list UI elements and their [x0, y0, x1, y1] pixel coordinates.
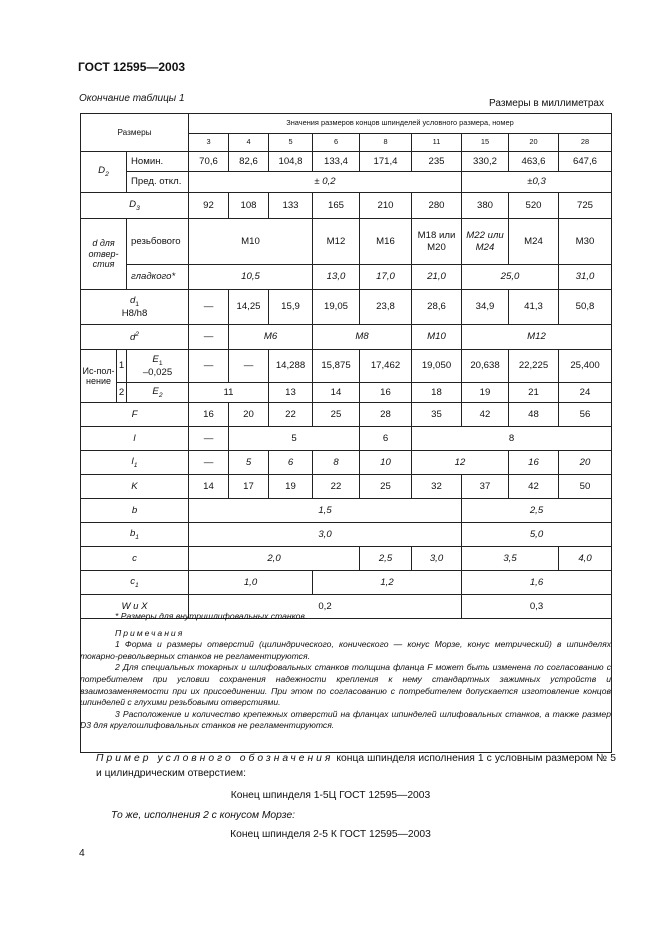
size-cell: 11 [412, 134, 462, 152]
value-cell: 15,9 [269, 290, 313, 325]
value-cell: 8 [412, 427, 612, 451]
symbol-wx: W и X [81, 595, 189, 619]
value-cell: 330,2 [462, 152, 509, 172]
value-cell: 50 [559, 475, 612, 499]
example-paragraph [96, 752, 616, 781]
label-threaded: резьбового [127, 219, 189, 265]
value-cell: 10,5 [189, 265, 313, 290]
size-cell: 15 [462, 134, 509, 152]
label-smooth: гладкого* [127, 265, 189, 290]
value-cell: 25,400 [559, 350, 612, 383]
table-row-b [81, 499, 612, 523]
value-cell: M30 [559, 219, 612, 265]
execution-number: 1 [117, 350, 127, 383]
value-cell: 133 [269, 193, 313, 219]
table-row-f [81, 403, 612, 427]
value-cell: 34,9 [462, 290, 509, 325]
value-cell: M6 [229, 325, 313, 350]
size-cell: 5 [269, 134, 313, 152]
value-cell: 14,25 [229, 290, 269, 325]
value-cell: 35 [412, 403, 462, 427]
size-cell: 28 [559, 134, 612, 152]
value-cell: 1,0 [189, 571, 313, 595]
value-cell: 5 [229, 451, 269, 475]
value-cell: M10 [412, 325, 462, 350]
value-cell: 520 [509, 193, 559, 219]
value-cell: 21 [509, 383, 559, 403]
value-cell: 48 [509, 403, 559, 427]
table-row-exec2 [81, 383, 612, 403]
symbol-l1: $l_1$ [81, 451, 189, 475]
table-row-d-smooth [81, 265, 612, 290]
size-cell: 20 [509, 134, 559, 152]
value-cell: 15,875 [313, 350, 360, 383]
value-cell: 25 [313, 403, 360, 427]
value-cell: 0,3 [462, 595, 612, 619]
table-row-d2-nom [81, 152, 612, 172]
example-spaced-title: Пример условного обозначения [96, 753, 334, 764]
value-cell: 725 [559, 193, 612, 219]
note-2: 2 Для специальных токарных и шлифовальных станков толщина фланца F может быть изменена по согласованию с потребителем при условии сохранения надежности крепления к нему стандартных зажимных устройств и взаимозаменяемости при их присоединении. При этом по согласованию с потребителем допускается изготовление концов шпинделей с глухими резьбовыми отверстиями. [80, 662, 611, 708]
value-cell: 6 [360, 427, 412, 451]
value-cell: 280 [412, 193, 462, 219]
value-cell: 20,638 [462, 350, 509, 383]
designation-1: Конец шпинделя 1-5Ц ГОСТ 12595—2003 [230, 790, 431, 801]
symbol-d2: $D_2$ [81, 152, 127, 193]
value-cell: 10 [360, 451, 412, 475]
symbol-e1: $E_1$ –0,025 [127, 350, 189, 383]
value-cell: 50,8 [559, 290, 612, 325]
value-cell: 17,462 [360, 350, 412, 383]
value-cell: 11 [189, 383, 269, 403]
table-row-d1 [81, 290, 612, 325]
example-text: конца шпинделя исполнения 1 с условным размером № 5 и цилиндрическим отверстием: [96, 753, 616, 779]
value-cell: 3,0 [412, 547, 462, 571]
value-cell: 380 [462, 193, 509, 219]
value-cell: 171,4 [360, 152, 412, 172]
value-cell: 37 [462, 475, 509, 499]
value-cell: 235 [412, 152, 462, 172]
value-cell: 25 [360, 475, 412, 499]
label-nominal: Номин. [127, 152, 189, 172]
footnote: * Размеры для внутришлифовальных станков. [115, 611, 308, 621]
value-cell: M12 [313, 219, 360, 265]
value-cell: 4,0 [559, 547, 612, 571]
value-cell: 647,6 [559, 152, 612, 172]
value-cell: 108 [229, 193, 269, 219]
value-cell: 133,4 [313, 152, 360, 172]
value-cell: 19,05 [313, 290, 360, 325]
table-row-d-thread [81, 219, 612, 265]
symbol-b: b [81, 499, 189, 523]
value-cell: 1,5 [189, 499, 462, 523]
symbol-f: F [81, 403, 189, 427]
designation-2: Конец шпинделя 2-5 К ГОСТ 12595—2003 [230, 829, 431, 840]
note-3: 3 Расположение и количество крепежных отверстий на фланцах шпинделей шлифовальных станков, а также размер D3 для круглошлифовальных станков не регламентируются. [80, 708, 611, 731]
value-cell: 13,0 [313, 265, 360, 290]
size-cell: 6 [313, 134, 360, 152]
table-row-l [81, 427, 612, 451]
size-cell: 8 [360, 134, 412, 152]
value-cell: 42 [509, 475, 559, 499]
document-header: ГОСТ 12595—2003 [78, 60, 186, 74]
value-cell: 70,6 [189, 152, 229, 172]
value-cell: ±0,3 [462, 172, 612, 193]
value-cell: 463,6 [509, 152, 559, 172]
value-cell: 16 [360, 383, 412, 403]
symbol-b1: $b_1$ [81, 523, 189, 547]
value-cell: 13 [269, 383, 313, 403]
value-cell: M12 [462, 325, 612, 350]
table-row-c [81, 547, 612, 571]
value-cell: — [189, 451, 229, 475]
value-cell: 14 [189, 475, 229, 499]
value-cell: ± 0,2 [189, 172, 462, 193]
value-cell: 17 [229, 475, 269, 499]
symbol-d-sup2: $d^2$ [81, 325, 189, 350]
value-cell: 31,0 [559, 265, 612, 290]
value-cell: 8 [313, 451, 360, 475]
header-values-title: Значения размеров концов шпинделей условного размера, номер [189, 114, 612, 134]
value-cell: 1,2 [313, 571, 462, 595]
value-cell: M24 [509, 219, 559, 265]
value-cell: M22 или M24 [462, 219, 509, 265]
value-cell: 12 [412, 451, 509, 475]
value-cell: 14,288 [269, 350, 313, 383]
value-cell: — [189, 290, 229, 325]
value-cell: 165 [313, 193, 360, 219]
header-param-cell: Размеры [81, 114, 189, 152]
symbol-c: c [81, 547, 189, 571]
value-cell: 42 [462, 403, 509, 427]
table-row-b1 [81, 523, 612, 547]
table-row-exec1 [81, 350, 612, 383]
notes-title: Примечания [115, 627, 185, 638]
note-1: 1 Форма и размеры отверстий (цилиндрического, конического — конус Морзе, конус метрический) в шпинделях токарно-револьверных станков не регламентируются. [80, 639, 611, 661]
value-cell: 0,2 [189, 595, 462, 619]
label-tolerance: Пред. откл. [127, 172, 189, 193]
value-cell: — [189, 325, 229, 350]
value-cell: 20 [229, 403, 269, 427]
value-cell: 210 [360, 193, 412, 219]
page-number: 4 [79, 848, 85, 859]
table-row-d2-tol [81, 172, 612, 193]
value-cell: — [189, 350, 229, 383]
value-cell: 22 [269, 403, 313, 427]
table-header-row [81, 114, 612, 134]
table-row-l1 [81, 451, 612, 475]
value-cell: 2,0 [189, 547, 360, 571]
value-cell: M18 или M20 [412, 219, 462, 265]
value-cell: M16 [360, 219, 412, 265]
value-cell: 6 [269, 451, 313, 475]
value-cell: — [189, 427, 229, 451]
value-cell: 3,0 [189, 523, 462, 547]
table-row-d3 [81, 193, 612, 219]
value-cell: M8 [313, 325, 412, 350]
value-cell: 41,3 [509, 290, 559, 325]
value-cell: 17,0 [360, 265, 412, 290]
value-cell: 3,5 [462, 547, 559, 571]
value-cell: 28 [360, 403, 412, 427]
value-cell: 20 [559, 451, 612, 475]
value-cell: 22,225 [509, 350, 559, 383]
label-execution: Ис-пол-нение [81, 350, 117, 403]
value-cell: M10 [189, 219, 313, 265]
value-cell: 1,6 [462, 571, 612, 595]
value-cell: 19 [462, 383, 509, 403]
value-cell: 92 [189, 193, 229, 219]
value-cell: 2,5 [360, 547, 412, 571]
value-cell: 32 [412, 475, 462, 499]
size-cell: 3 [189, 134, 229, 152]
table-row-k [81, 475, 612, 499]
value-cell: — [229, 350, 269, 383]
symbol-d1: $d_1$ H8/h8 [81, 290, 189, 325]
value-cell: 25,0 [462, 265, 559, 290]
value-cell: 16 [509, 451, 559, 475]
value-cell: 23,8 [360, 290, 412, 325]
execution-number: 2 [117, 383, 127, 403]
symbol-d3: $D_3$ [81, 193, 189, 219]
table-row-d2-thread [81, 325, 612, 350]
table-notes [80, 611, 611, 732]
value-cell: 16 [189, 403, 229, 427]
table-continued-caption: Окончание таблицы 1 [79, 93, 185, 104]
value-cell: 5,0 [462, 523, 612, 547]
value-cell: 19,050 [412, 350, 462, 383]
value-cell: 5 [229, 427, 360, 451]
value-cell: 2,5 [462, 499, 612, 523]
value-cell: 19 [269, 475, 313, 499]
units-caption: Размеры в миллиметрах [489, 98, 604, 109]
symbol-k: K [81, 475, 189, 499]
size-cell: 4 [229, 134, 269, 152]
symbol-e2: $E_2$ [127, 383, 189, 403]
value-cell: 22 [313, 475, 360, 499]
value-cell: 14 [313, 383, 360, 403]
value-cell: 21,0 [412, 265, 462, 290]
table-row-c1 [81, 571, 612, 595]
value-cell: 56 [559, 403, 612, 427]
value-cell: 24 [559, 383, 612, 403]
value-cell: 104,8 [269, 152, 313, 172]
symbol-c1: $c_1$ [81, 571, 189, 595]
example-line-2: То же, исполнения 2 с конусом Морзе: [111, 810, 296, 821]
value-cell: 18 [412, 383, 462, 403]
value-cell: 82,6 [229, 152, 269, 172]
value-cell: 28,6 [412, 290, 462, 325]
label-d-hole: d для отвер-стия [81, 219, 127, 290]
symbol-l: l [81, 427, 189, 451]
